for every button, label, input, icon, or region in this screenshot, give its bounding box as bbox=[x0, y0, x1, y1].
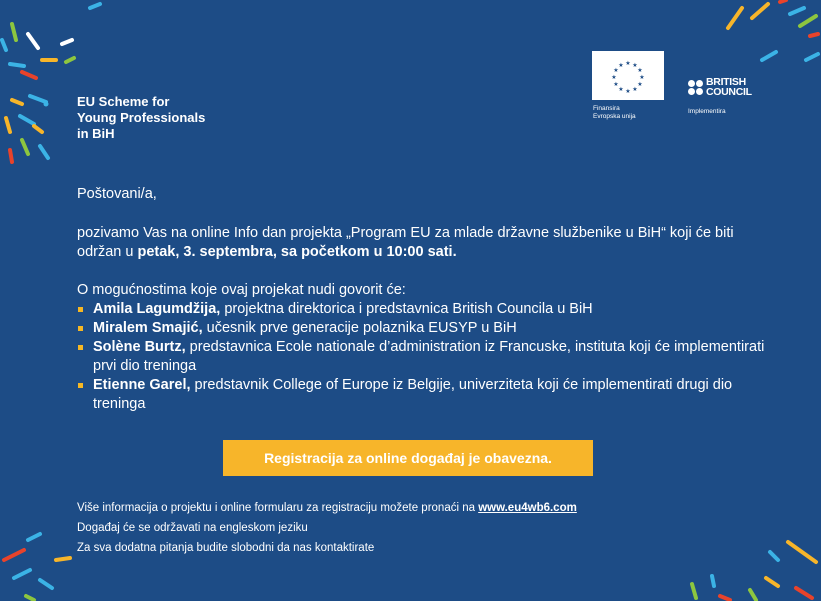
british-council-dots-icon bbox=[688, 80, 703, 95]
invitation-text: pozivamo Vas na online Info dan projekta „Program EU za mlade državne službenike u BiH“ koji će biti održan u bbox=[77, 225, 734, 260]
svg-text:★: ★ bbox=[625, 89, 631, 95]
footer-line-language: Događaj će se održavati na engleskom jeziku bbox=[77, 522, 308, 534]
website-link[interactable]: www.eu4wb6.com bbox=[478, 502, 577, 514]
bullet-icon bbox=[78, 383, 83, 388]
svg-text:★: ★ bbox=[632, 63, 638, 69]
svg-text:★: ★ bbox=[632, 87, 638, 93]
list-item bbox=[77, 376, 767, 414]
speaker-desc: projektna direktorica i predstavnica British Councila u BiH bbox=[220, 301, 593, 317]
list-item bbox=[77, 319, 767, 338]
bc-name-line: COUNCIL bbox=[706, 86, 752, 98]
speakers-list bbox=[77, 300, 767, 414]
event-date-time: petak, 3. septembra, sa početkom u 10:00 sati. bbox=[137, 244, 457, 260]
svg-text:★: ★ bbox=[613, 68, 619, 74]
footer-line-info bbox=[77, 498, 577, 518]
speaker-name: Amila Lagumdžija, bbox=[93, 301, 221, 317]
project-title-line: Young Professionals bbox=[77, 110, 206, 125]
project-title-line: in BiH bbox=[77, 126, 115, 141]
speaker-desc: učesnik prve generacije polaznika EUSYP u BiH bbox=[202, 320, 517, 336]
speaker-name: Etienne Garel, bbox=[93, 377, 191, 393]
svg-text:★: ★ bbox=[639, 75, 645, 81]
eu-flag-icon bbox=[592, 51, 664, 100]
speakers-intro: O mogućnostima koje ovaj projekat nudi govorit će: bbox=[77, 282, 406, 298]
svg-text:★: ★ bbox=[637, 82, 643, 88]
bullet-icon bbox=[78, 326, 83, 331]
speakers-section bbox=[77, 281, 767, 414]
speaker-desc: predstavnik College of Europe iz Belgije, univerziteta koji će implementirati drugi dio treninga bbox=[93, 377, 733, 412]
svg-text:★: ★ bbox=[637, 68, 643, 74]
speaker-name: Solène Burtz, bbox=[93, 339, 186, 355]
project-title bbox=[77, 94, 205, 142]
greeting: Poštovani/a, bbox=[77, 186, 157, 202]
svg-text:★: ★ bbox=[613, 82, 619, 88]
bc-name-line: BRITISH bbox=[706, 76, 746, 88]
british-council-logo bbox=[688, 77, 752, 97]
svg-text:★: ★ bbox=[618, 63, 624, 69]
bullet-icon bbox=[78, 307, 83, 312]
eu-caption bbox=[593, 105, 636, 121]
list-item bbox=[77, 338, 767, 376]
svg-text:★: ★ bbox=[618, 87, 624, 93]
svg-text:★: ★ bbox=[611, 75, 617, 81]
footer-line-contact: Za sva dodatna pitanja budite slobodni da nas kontaktirate bbox=[77, 542, 375, 554]
footer-info bbox=[77, 498, 577, 558]
bullet-icon bbox=[78, 345, 83, 350]
svg-text:★: ★ bbox=[625, 61, 631, 67]
registration-button[interactable]: Registracija za online događaj je obavezna. bbox=[223, 440, 593, 476]
eu-caption-line: Finansira bbox=[593, 105, 620, 112]
speaker-desc: predstavnica Ecole nationale d’administration iz Francuske, instituta koji će implementirati prvi dio treninga bbox=[93, 339, 765, 374]
bc-caption: Implementira bbox=[688, 108, 726, 115]
eu-caption-line: Evropska unija bbox=[593, 113, 636, 120]
list-item bbox=[77, 300, 767, 319]
speaker-name: Miralem Smajić, bbox=[93, 320, 203, 336]
footer-info-text: Više informacija o projektu i online formularu za registraciju možete pronaći na bbox=[77, 502, 479, 514]
british-council-name bbox=[706, 77, 752, 97]
invitation-paragraph bbox=[77, 224, 767, 262]
project-title-line: EU Scheme for bbox=[77, 94, 170, 109]
